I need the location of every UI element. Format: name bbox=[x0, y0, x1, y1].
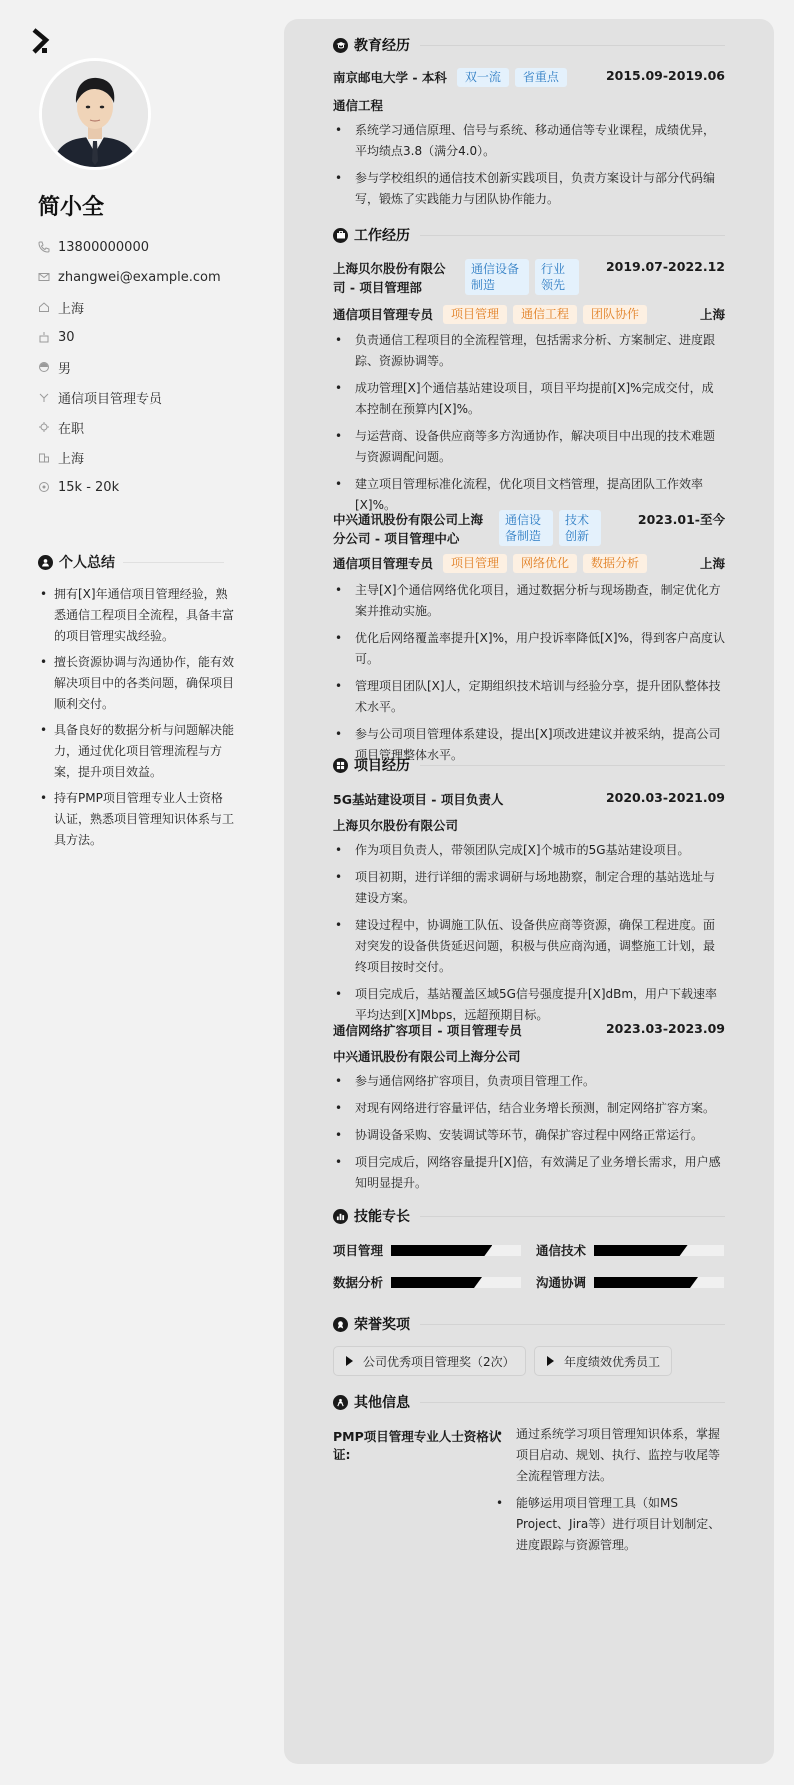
work-title: 工作经历 bbox=[354, 228, 410, 244]
skill-item bbox=[333, 1241, 523, 1259]
company-tag: 通信设备制造 bbox=[465, 259, 529, 295]
award-text: 年度绩效优秀员工 bbox=[564, 1354, 661, 1369]
info-row-phone bbox=[38, 232, 278, 262]
project-detail-item: • 项目完成后，网络容量提升[X]倍，有效满足了业务增长需求，用户感知明显提升。 bbox=[333, 1152, 725, 1194]
job-company-row bbox=[333, 510, 725, 548]
role-tag: 网络优化 bbox=[513, 554, 577, 573]
email-text: zhangwei@example.com bbox=[58, 269, 221, 285]
role-tag: 项目管理 bbox=[443, 554, 507, 573]
job-role: 通信项目管理专员 bbox=[333, 307, 434, 322]
candidate-name: 简小全 bbox=[38, 195, 105, 220]
gender-icon bbox=[38, 361, 50, 373]
age-text: 30 bbox=[58, 329, 75, 345]
major-name: 通信工程 bbox=[333, 98, 384, 113]
award-icon bbox=[333, 1317, 348, 1332]
summary-item: • 擅长资源协调与沟通协作，能有效解决项目中的各类问题，确保项目顺利交付。 bbox=[38, 652, 234, 715]
skill-bar-fill bbox=[391, 1245, 492, 1256]
avatar bbox=[39, 58, 151, 170]
company-tag: 通信设备制造 bbox=[499, 510, 553, 546]
project-detail-item: • 项目初期，进行详细的需求调研与场地勘察，制定合理的基站选址与建设方案。 bbox=[333, 867, 725, 909]
company-tag: 技术创新 bbox=[559, 510, 601, 546]
info-row-salary bbox=[38, 472, 278, 502]
project-company-row bbox=[333, 1047, 725, 1065]
summary-list bbox=[38, 584, 234, 856]
skill-bar-track bbox=[594, 1277, 724, 1288]
skill-name: 数据分析 bbox=[333, 1275, 384, 1290]
summary-item: • 持有PMP项目管理专业人士资格认证，熟悉项目管理知识体系与工具方法。 bbox=[38, 788, 234, 851]
projects-title: 项目经历 bbox=[354, 758, 410, 774]
role-tag: 团队协作 bbox=[583, 305, 647, 324]
info-row-home bbox=[38, 292, 278, 322]
education-title: 教育经历 bbox=[354, 38, 410, 54]
job-period: 2023.01-至今 bbox=[637, 512, 725, 527]
job-period: 2019.07-2022.12 bbox=[605, 259, 725, 274]
skill-name: 沟通协调 bbox=[536, 1275, 587, 1290]
play-icon bbox=[346, 1356, 353, 1366]
job-duty-item: • 负责通信工程项目的全流程管理，包括需求分析、方案制定、进度跟踪、资源协调等。 bbox=[333, 330, 725, 372]
section-divider bbox=[420, 1324, 725, 1325]
job-location: 上海 bbox=[699, 307, 725, 322]
project-company: 中兴通讯股份有限公司上海分公司 bbox=[333, 1049, 521, 1064]
job-duty-list bbox=[333, 580, 725, 772]
company-tag: 行业领先 bbox=[535, 259, 579, 295]
job-duty-item: • 建立项目管理标准化流程，优化项目文档管理，提高团队工作效率[X]%。 bbox=[333, 474, 725, 516]
project-title-row bbox=[333, 1021, 725, 1039]
salary-text: 15k - 20k bbox=[58, 479, 120, 495]
education-major-row bbox=[333, 96, 725, 114]
phone-text: 13800000000 bbox=[58, 239, 149, 255]
education-school-row bbox=[333, 68, 725, 87]
project-detail-item: • 参与通信网络扩容项目，负责项目管理工作。 bbox=[333, 1071, 725, 1092]
role-tag: 通信工程 bbox=[513, 305, 577, 324]
job-text: 通信项目管理专员 bbox=[58, 391, 163, 407]
info-row-age bbox=[38, 322, 278, 352]
person-icon bbox=[333, 1395, 348, 1410]
summary-item: • 拥有[X]年通信项目管理经验，熟悉通信工程项目全流程，具备丰富的项目管理实战经验。 bbox=[38, 584, 234, 647]
education-heading bbox=[333, 35, 725, 55]
job-duty-item: • 管理项目团队[X]人，定期组织技术培训与经验分享，提升团队整体技术水平。 bbox=[333, 676, 725, 718]
summary-item: • 具备良好的数据分析与问题解决能力，通过优化项目管理流程与方案，提升项目效益。 bbox=[38, 720, 234, 783]
skill-bar-fill bbox=[391, 1277, 482, 1288]
other-heading bbox=[333, 1392, 725, 1412]
section-divider bbox=[420, 765, 725, 766]
resume-main-panel bbox=[284, 19, 774, 1764]
skill-bar-fill bbox=[594, 1277, 698, 1288]
section-divider bbox=[420, 1402, 725, 1403]
skill-bar-track bbox=[391, 1245, 521, 1256]
city-icon bbox=[38, 451, 50, 463]
certification-label: PMP项目管理专业人士资格认证: bbox=[333, 1429, 502, 1462]
job-duty-item: • 参与公司项目管理体系建设，提出[X]项改进建议并被采纳，提高公司项目管理整体水平。 bbox=[333, 724, 725, 766]
other-item: • 能够运用项目管理工具（如MS Project、Jira等）进行项目计划制定、进度跟踪与资源管理。 bbox=[494, 1493, 725, 1556]
project-company-row bbox=[333, 816, 725, 834]
project-detail-item: • 对现有网络进行容量评估，结合业务增长预测，制定网络扩容方案。 bbox=[333, 1098, 725, 1119]
left-column bbox=[0, 0, 284, 1785]
other-title: 其他信息 bbox=[354, 1395, 410, 1411]
project-detail-list bbox=[333, 840, 725, 1032]
project-detail-item: • 建设过程中，协调施工队伍、设备供应商等资源，确保工程进度。面对突发的设备供货延迟问题，积极与供应商沟通，调整施工计划，最终项目按时交付。 bbox=[333, 915, 725, 978]
info-row-email bbox=[38, 262, 278, 292]
user-icon bbox=[38, 555, 53, 570]
award-item bbox=[534, 1346, 672, 1376]
award-item bbox=[333, 1346, 526, 1376]
mail-icon bbox=[38, 271, 50, 283]
award-text: 公司优秀项目管理奖（2次） bbox=[363, 1354, 515, 1369]
graduation-cap-icon bbox=[333, 38, 348, 53]
job-role-row bbox=[333, 305, 725, 324]
awards-title: 荣誉奖项 bbox=[354, 1317, 410, 1333]
job-role: 通信项目管理专员 bbox=[333, 556, 434, 571]
summary-heading bbox=[38, 552, 224, 572]
job-duty-item: • 成功管理[X]个通信基站建设项目，项目平均提前[X]%完成交付，成本控制在预算内[X]%。 bbox=[333, 378, 725, 420]
other-list bbox=[494, 1424, 725, 1562]
skill-bar-track bbox=[594, 1245, 724, 1256]
job-company: 中兴通讯股份有限公司上海分公司 - 项目管理中心 bbox=[333, 512, 484, 546]
projects-heading bbox=[333, 755, 725, 775]
project-detail-item: • 项目完成后，基站覆盖区域5G信号强度提升[X]dBm，用户下载速率平均达到[X]Mbps，远超预期目标。 bbox=[333, 984, 725, 1026]
job-duty-list bbox=[333, 330, 725, 522]
grid-icon bbox=[333, 758, 348, 773]
summary-title: 个人总结 bbox=[59, 555, 115, 571]
project-title-row bbox=[333, 790, 725, 808]
bar-chart-icon bbox=[333, 1209, 348, 1224]
education-item: • 参与学校组织的通信技术创新实践项目，负责方案设计与部分代码编写，锻炼了实践能力与团队协作能力。 bbox=[333, 168, 725, 210]
skills-heading bbox=[333, 1206, 725, 1226]
project-company: 上海贝尔股份有限公司 bbox=[333, 818, 459, 833]
role-tag: 项目管理 bbox=[443, 305, 507, 324]
education-period: 2015.09-2019.06 bbox=[605, 68, 725, 83]
skills-title: 技能专长 bbox=[354, 1209, 410, 1225]
section-divider bbox=[420, 1216, 725, 1217]
skill-name: 通信技术 bbox=[536, 1243, 587, 1258]
skill-bar-track bbox=[391, 1277, 521, 1288]
chevron-logo-icon bbox=[32, 28, 54, 58]
project-name: 5G基站建设项目 - 项目负责人 bbox=[333, 792, 504, 807]
age-icon bbox=[38, 331, 50, 343]
project-period: 2020.03-2021.09 bbox=[605, 790, 725, 805]
section-divider bbox=[420, 235, 725, 236]
job-location: 上海 bbox=[699, 556, 725, 571]
info-row-job bbox=[38, 382, 278, 412]
school-tag: 双一流 bbox=[457, 68, 509, 87]
job-company-row bbox=[333, 259, 725, 297]
info-row-status bbox=[38, 412, 278, 442]
other-label-row bbox=[333, 1427, 513, 1463]
school-tag: 省重点 bbox=[515, 68, 567, 87]
education-list bbox=[333, 120, 725, 216]
skill-item bbox=[536, 1241, 726, 1259]
city-text: 上海 bbox=[58, 451, 85, 467]
skill-item bbox=[536, 1273, 726, 1291]
skill-bar-fill bbox=[594, 1245, 688, 1256]
briefcase-icon bbox=[333, 228, 348, 243]
home-text: 上海 bbox=[58, 301, 85, 317]
job-icon bbox=[38, 391, 50, 403]
job-duty-item: • 主导[X]个通信网络优化项目，通过数据分析与现场勘查，制定优化方案并推动实施。 bbox=[333, 580, 725, 622]
other-item: • 通过系统学习项目管理知识体系，掌握项目启动、规划、执行、监控与收尾等全流程管理方法。 bbox=[494, 1424, 725, 1487]
job-duty-item: • 与运营商、设备供应商等多方沟通协作，解决项目中出现的技术难题与资源调配问题。 bbox=[333, 426, 725, 468]
status-text: 在职 bbox=[58, 421, 85, 437]
education-item: • 系统学习通信原理、信号与系统、移动通信等专业课程，成绩优异，平均绩点3.8（满分4.0）。 bbox=[333, 120, 725, 162]
contact-info-list bbox=[38, 232, 278, 502]
project-period: 2023.03-2023.09 bbox=[605, 1021, 725, 1036]
school-name: 南京邮电大学 - 本科 bbox=[333, 70, 447, 85]
avatar-portrait-icon bbox=[42, 61, 148, 167]
awards-heading bbox=[333, 1314, 725, 1334]
awards-list bbox=[333, 1346, 725, 1376]
info-row-city bbox=[38, 442, 278, 472]
gender-text: 男 bbox=[58, 361, 72, 377]
project-detail-item: • 协调设备采购、安装调试等环节，确保扩容过程中网络正常运行。 bbox=[333, 1125, 725, 1146]
status-icon bbox=[38, 421, 50, 433]
play-icon bbox=[547, 1356, 554, 1366]
summary-divider bbox=[123, 562, 224, 563]
job-duty-item: • 优化后网络覆盖率提升[X]%，用户投诉率降低[X]%，得到客户高度认可。 bbox=[333, 628, 725, 670]
phone-icon bbox=[38, 241, 50, 253]
info-row-gender bbox=[38, 352, 278, 382]
job-role-row bbox=[333, 554, 725, 573]
skill-name: 项目管理 bbox=[333, 1243, 384, 1258]
salary-icon bbox=[38, 481, 50, 493]
job-company: 上海贝尔股份有限公司 - 项目管理部 bbox=[333, 261, 446, 295]
section-divider bbox=[420, 45, 725, 46]
home-icon bbox=[38, 301, 50, 313]
project-detail-list bbox=[333, 1071, 725, 1200]
skill-item bbox=[333, 1273, 523, 1291]
project-detail-item: • 作为项目负责人，带领团队完成[X]个城市的5G基站建设项目。 bbox=[333, 840, 725, 861]
project-name: 通信网络扩容项目 - 项目管理专员 bbox=[333, 1023, 522, 1038]
work-heading bbox=[333, 225, 725, 245]
role-tag: 数据分析 bbox=[583, 554, 647, 573]
